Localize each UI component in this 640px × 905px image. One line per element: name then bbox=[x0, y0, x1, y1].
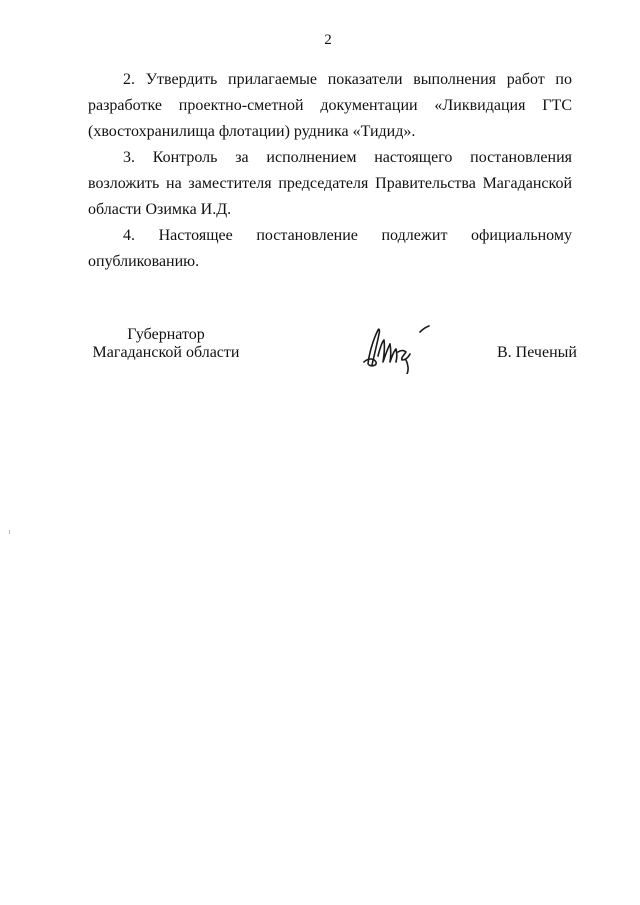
signatory-position-line-1: Губернатор bbox=[127, 326, 205, 343]
scan-artifact bbox=[9, 530, 10, 534]
document-body bbox=[88, 67, 572, 275]
clause-3: 3. Контроль за исполнением настоящего постановления возложить на заместителя председателя Правительства Магаданской области Озимка И.Д. bbox=[88, 149, 572, 218]
page-number: 2 bbox=[324, 32, 332, 48]
signatory-position bbox=[91, 326, 241, 362]
clause-2: 2. Утвердить прилагаемые показатели выполнения работ по разработке проектно-сметной документации «Ликвидация ГТС (хвостохранилища флотации) рудника «Тидид». bbox=[88, 71, 572, 140]
clause-4: 4. Настоящее постановление подлежит официальному опубликованию. bbox=[88, 227, 572, 270]
handwritten-signature bbox=[360, 318, 440, 374]
signature-block bbox=[0, 318, 640, 398]
signatory-name: В. Печеный bbox=[497, 344, 577, 361]
signatory-position-line-2: Магаданской области bbox=[92, 344, 240, 361]
